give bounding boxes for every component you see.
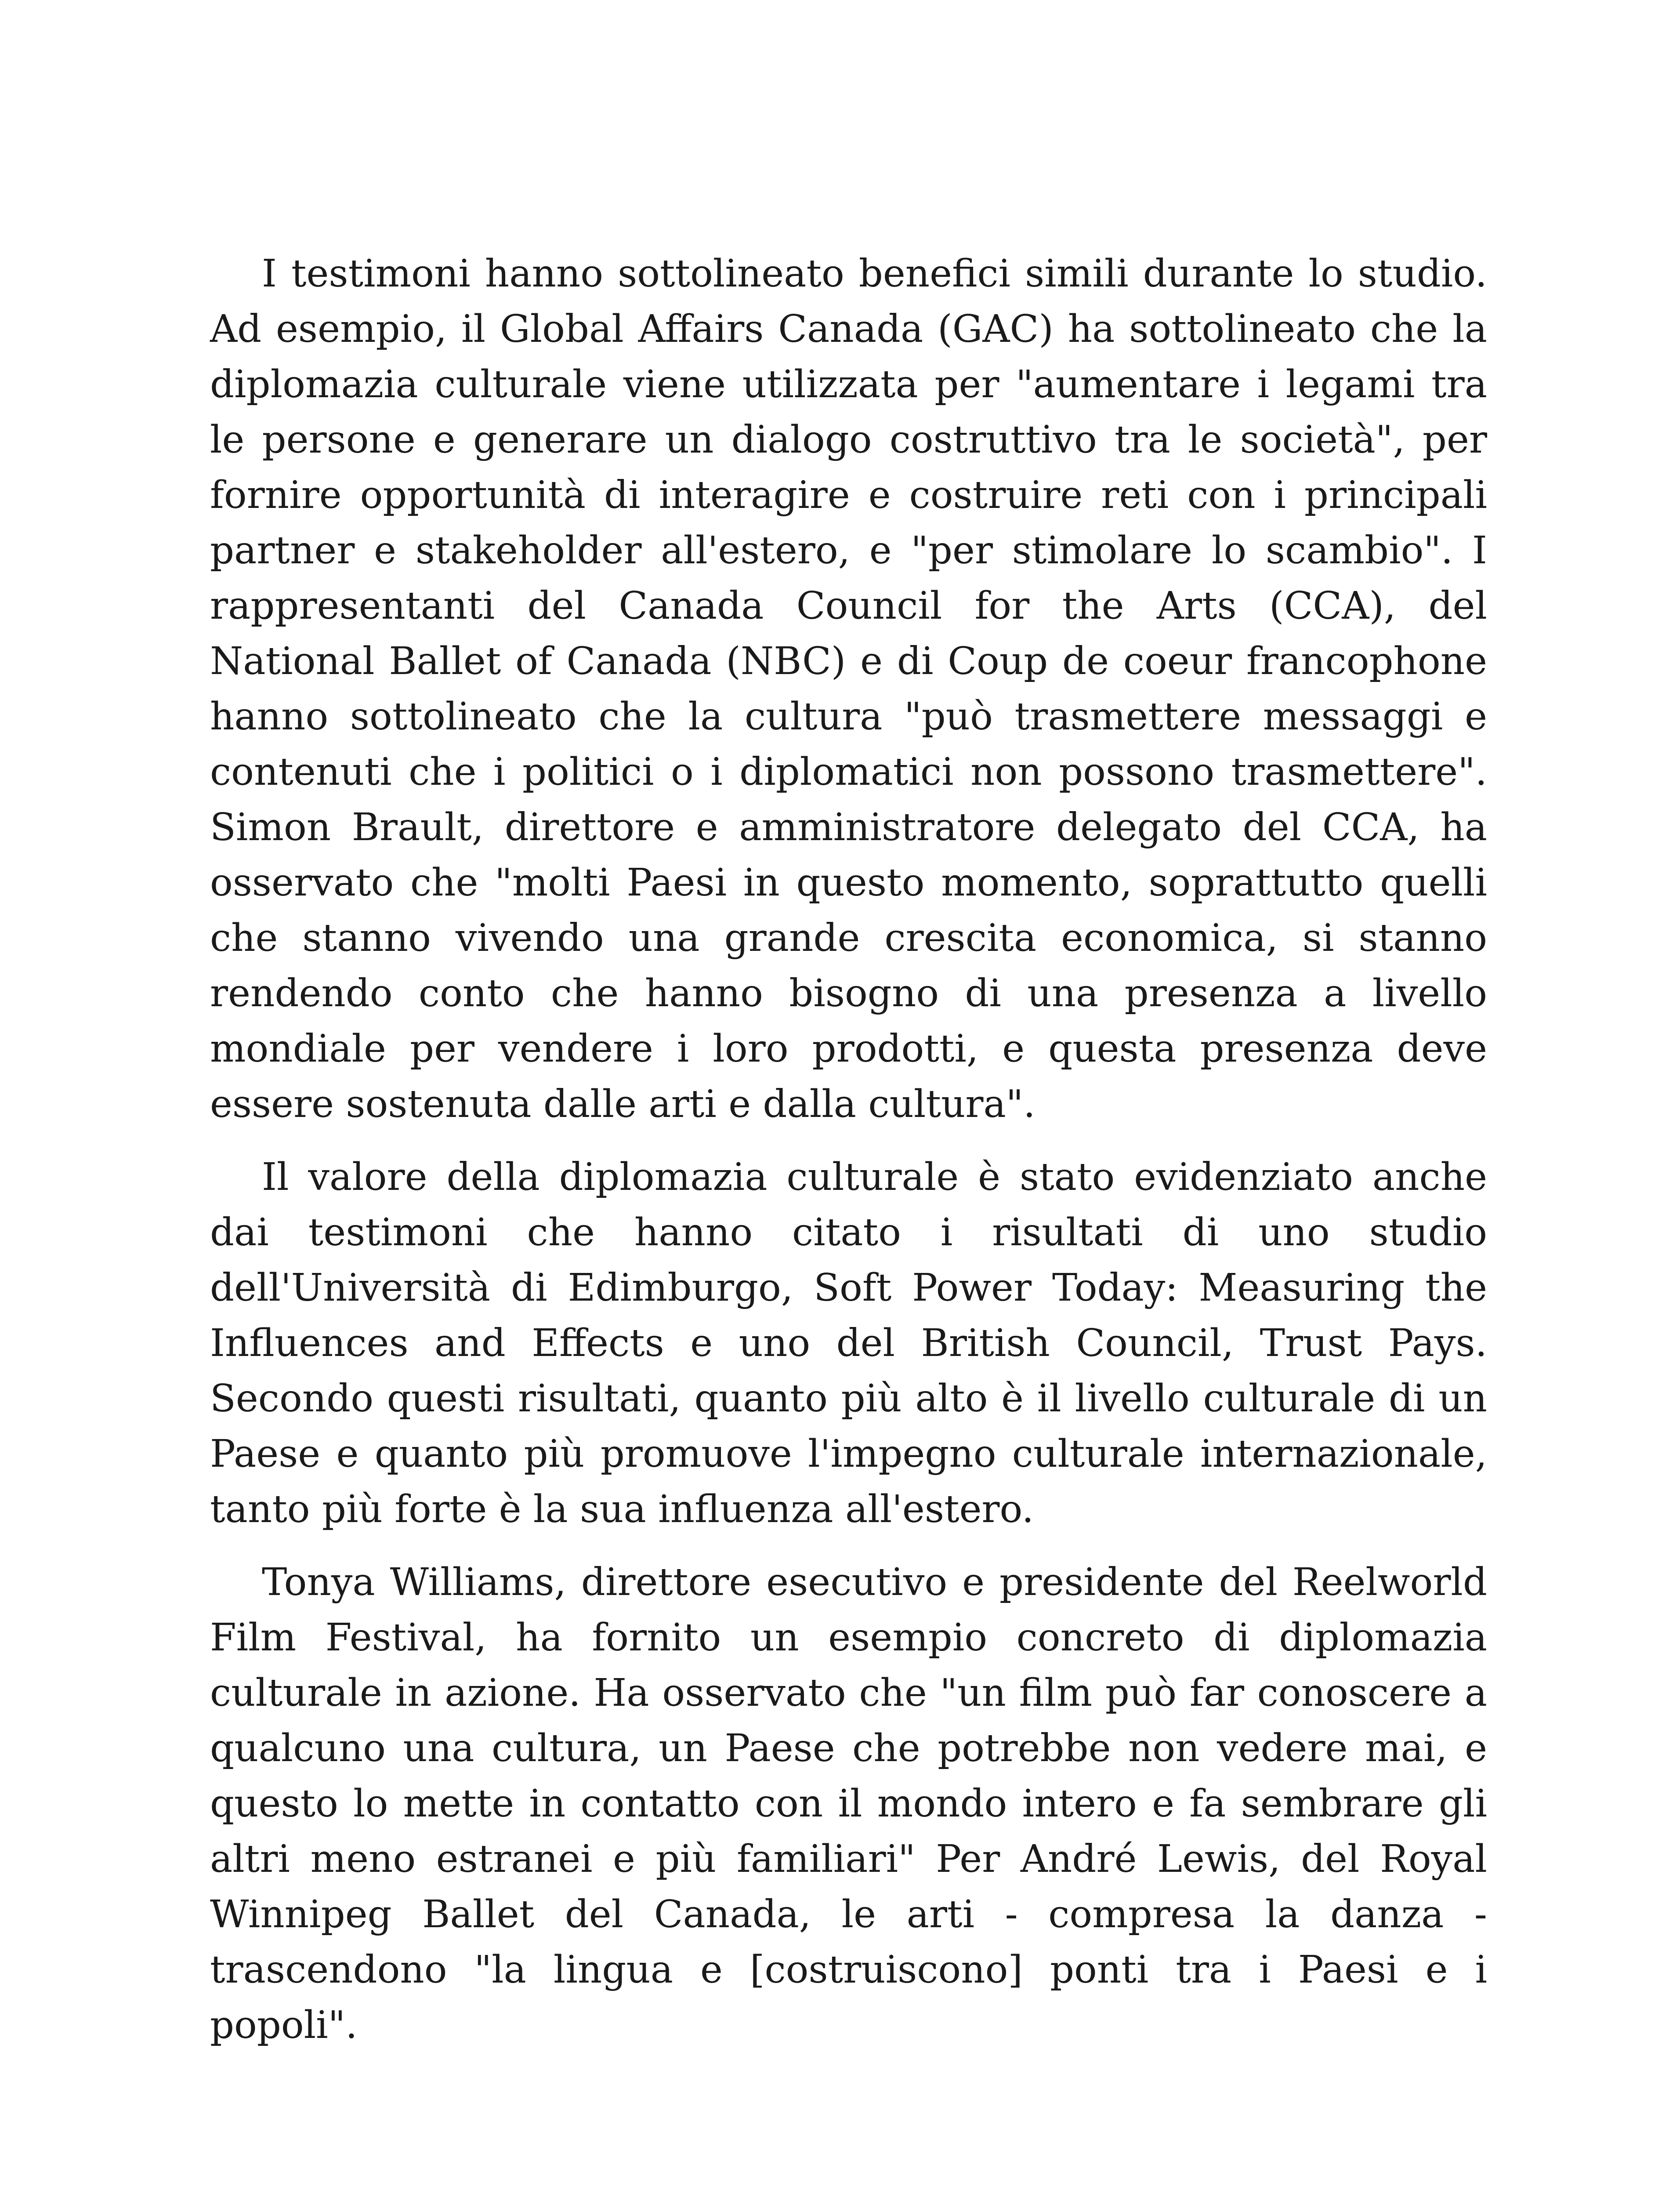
paragraph-1: I testimoni hanno sottolineato benefici simili durante lo studio. Ad esempio, il Global Affairs Canada (GAC) ha sottolineato che la diplomazia culturale viene utilizzata per "aumentare i legami tra le persone e generare un dialogo costruttivo tra le società", per fornire opportunità di interagire e costruire reti con i principali partner e stakeholder all'estero, e "per stimolare lo scambio". I rappresentanti del Canada Council for the Arts (CCA), del National Ballet of Canada (NBC) e di Coup de coeur francophone hanno sottolineato che la cultura "può trasmettere messaggi e contenuti che i politici o i diplomatici non possono trasmettere". Simon Brault, direttore e amministratore delegato del CCA, ha osservato che "molti Paesi in questo momento, soprattutto quelli che stanno vivendo una grande crescita economica, si stanno rendendo conto che hanno bisogno di una presenza a livello mondiale per vendere i loro prodotti, e questa presenza deve essere sostenuta dalle arti e dalla cultura".: [210, 252, 1487, 1126]
body-text: [210, 246, 1487, 2070]
paragraph-3: Tonya Williams, direttore esecutivo e presidente del Reelworld Film Festival, ha fornito un esempio concreto di diplomazia culturale in azione. Ha osservato che "un film può far conoscere a qualcuno una cultura, un Paese che potrebbe non vedere mai, e questo lo mette in contatto con il mondo intero e fa sembrare gli altri meno estranei e più familiari" Per André Lewis, del Royal Winnipeg Ballet del Canada, le arti - compresa la danza - trascendono "la lingua e [costruiscono] ponti tra i Paesi e i popoli".: [210, 1560, 1487, 2047]
paragraph-2: Il valore della diplomazia culturale è stato evidenziato anche dai testimoni che hanno citato i risultati di uno studio dell'Università di Edimburgo, Soft Power Today: Measuring the Influences and Effects e uno del British Council, Trust Pays. Secondo questi risultati, quanto più alto è il livello culturale di un Paese e quanto più promuove l'impegno culturale internazionale, tanto più forte è la sua influenza all'estero.: [210, 1155, 1487, 1531]
